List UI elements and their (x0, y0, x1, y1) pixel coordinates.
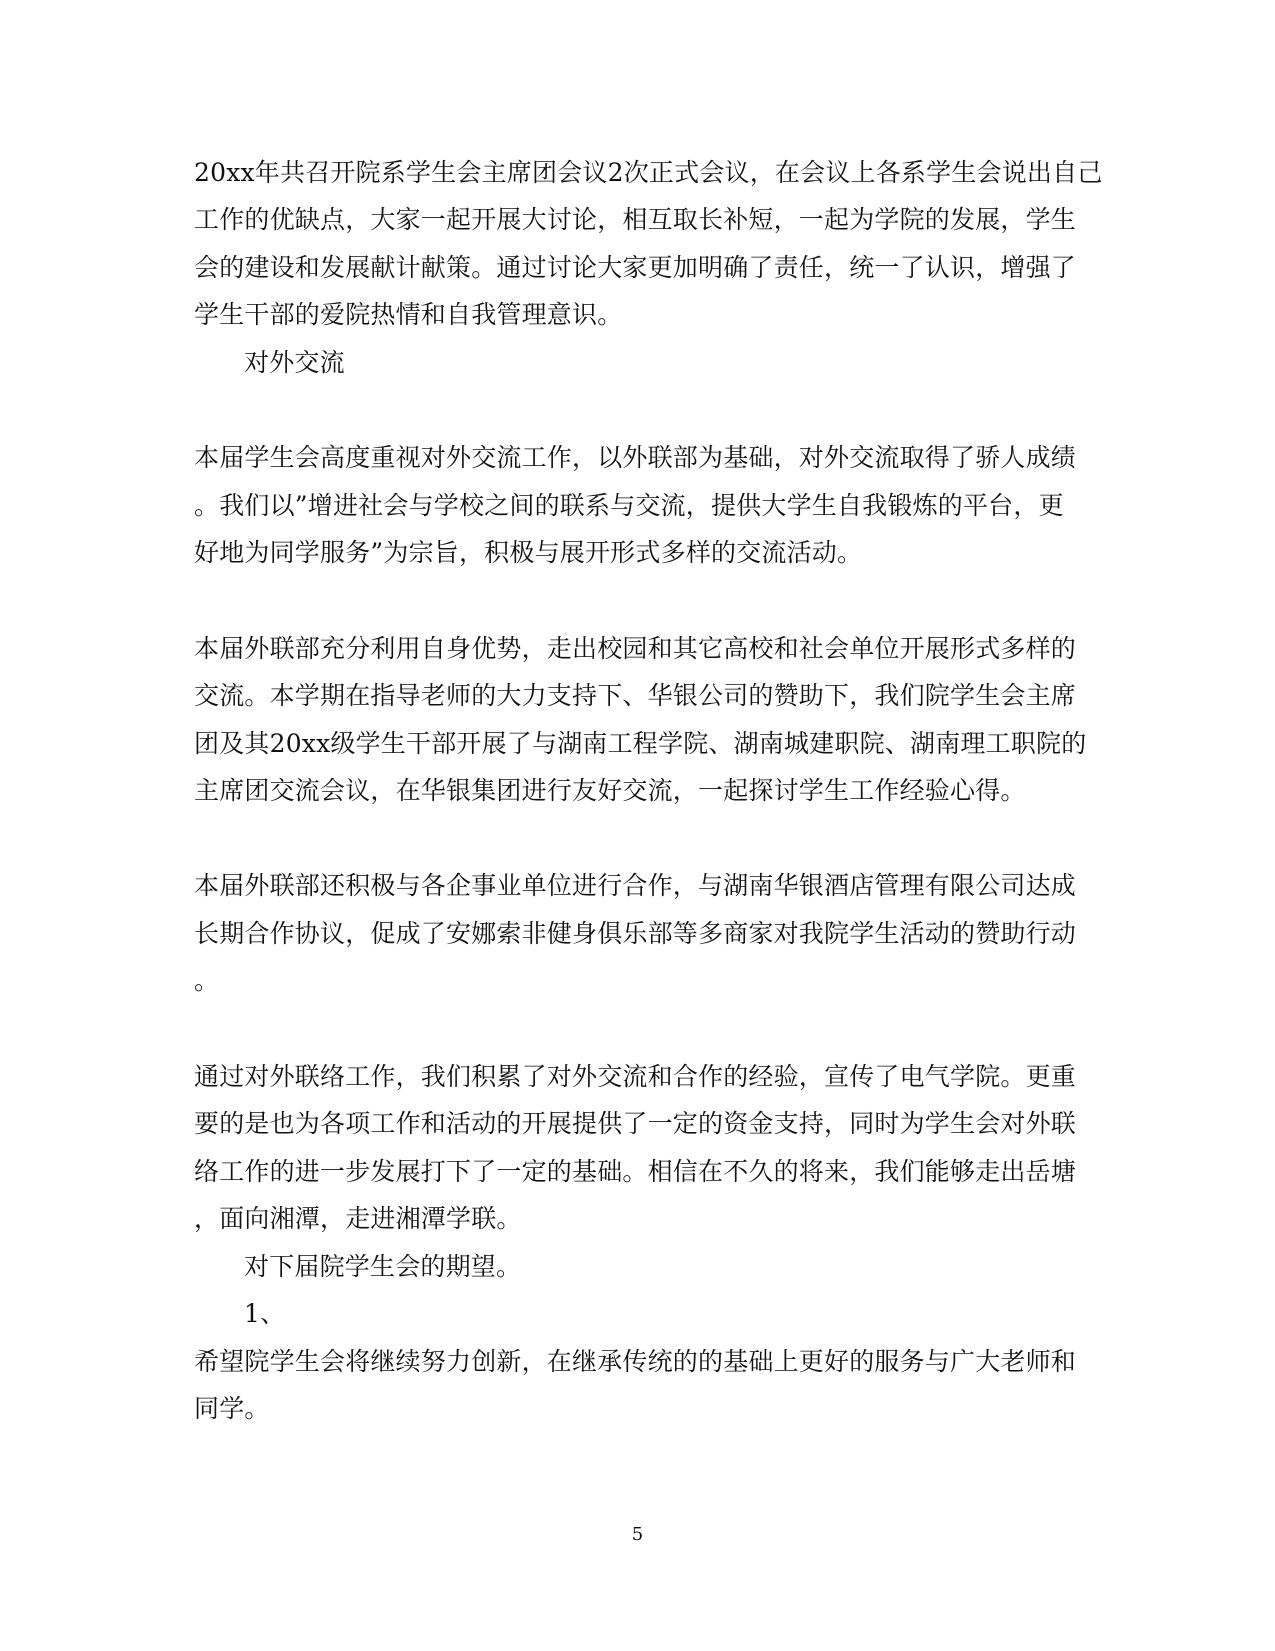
paragraph-line: 工作的优缺点，大家一起开展大讨论，相互取长补短，一起为学院的发展，学生 (194, 205, 1077, 234)
paragraph-line: 。我们以”增进社会与学校之间的联系与交流，提供大学生自我锻炼的平台，更 (194, 491, 1064, 520)
paragraph-line: 本届学生会高度重视对外交流工作，以外联部为基础，对外交流取得了骄人成绩 (194, 443, 1077, 472)
paragraph-line: 主席团交流会议，在华银集团进行友好交流，一起探讨学生工作经验心得。 (194, 776, 1026, 805)
paragraph-line: 同学。 (194, 1394, 270, 1423)
paragraph-line: 好地为同学服务”为宗旨，积极与展开形式多样的交流活动。 (194, 538, 863, 567)
page-number: 5 (631, 1524, 644, 1545)
paragraph-line: 会的建设和发展献计献策。通过讨论大家更加明确了责任，统一了认识，增强了 (194, 253, 1077, 282)
paragraph-line: 本届外联部充分利用自身优势，走出校园和其它高校和社会单位开展形式多样的 (194, 634, 1077, 663)
section-heading-expectation: 对下届院学生会的期望。 (244, 1252, 522, 1281)
list-item-number: 1、 (244, 1299, 286, 1328)
paragraph-line: 本届外联部还积极与各企事业单位进行合作，与湖南华银酒店管理有限公司达成 (194, 871, 1077, 900)
paragraph-line: 团及其20xx级学生干部开展了与湖南工程学院、湖南城建职院、湖南理工职院的 (194, 729, 1087, 758)
paragraph-line: 通过对外联络工作，我们积累了对外交流和合作的经验，宣传了电气学院。更重 (194, 1062, 1077, 1091)
paragraph-line: 络工作的进一步发展打下了一定的基础。相信在不久的将来，我们能够走出岳塘 (194, 1157, 1077, 1186)
paragraph-line: 要的是也为各项工作和活动的开展提供了一定的资金支持，同时为学生会对外联 (194, 1109, 1077, 1138)
paragraph-line: 交流。本学期在指导老师的大力支持下、华银公司的赞助下，我们院学生会主席 (194, 681, 1077, 710)
paragraph-line: 长期合作协议，促成了安娜索非健身俱乐部等多商家对我院学生活动的赞助行动 (194, 919, 1077, 948)
paragraph-line: 希望院学生会将继续努力创新，在继承传统的的基础上更好的服务与广大老师和 (194, 1347, 1077, 1376)
paragraph-line: 20xx年共召开院系学生会主席团会议2次正式会议，在会议上各系学生会说出自己 (194, 158, 1103, 187)
paragraph-line: ，面向湘潭，走进湘潭学联。 (194, 1204, 522, 1233)
paragraph-line: 。 (194, 966, 220, 995)
paragraph-line: 学生干部的爱院热情和自我管理意识。 (194, 300, 623, 329)
section-heading-external: 对外交流 (244, 348, 345, 377)
